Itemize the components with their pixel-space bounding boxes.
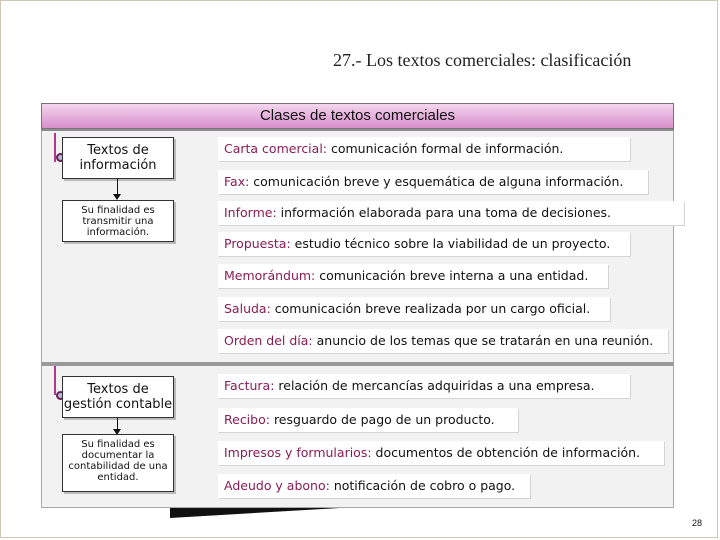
item-description: comunicación formal de información. bbox=[327, 141, 564, 156]
arrow-line bbox=[117, 179, 118, 195]
item-description: comunicación breve realizada por un cargo oficial. bbox=[270, 301, 591, 316]
list-item bbox=[218, 264, 608, 288]
list-item bbox=[218, 201, 684, 225]
decorative-wedge bbox=[170, 508, 340, 518]
list-item bbox=[218, 170, 648, 194]
slide-title: 27.- Los textos comerciales: clasificación bbox=[333, 50, 632, 70]
item-term: Memorándum: bbox=[224, 268, 316, 283]
list-item bbox=[218, 408, 518, 432]
item-description: documentos de obtención de información. bbox=[371, 445, 641, 460]
item-description: información elaborada para una toma de decisiones. bbox=[276, 205, 611, 220]
item-term: Carta comercial: bbox=[224, 141, 328, 156]
item-term: Saluda: bbox=[224, 301, 271, 316]
item-term: Adeudo y abono: bbox=[224, 478, 330, 493]
group-heading: Textos de información bbox=[79, 143, 157, 173]
item-description: anuncio de los temas que se tratarán en una reunión. bbox=[312, 333, 654, 348]
group-note-box bbox=[62, 200, 174, 242]
item-term: Orden del día: bbox=[224, 333, 313, 348]
group-divider bbox=[41, 362, 674, 366]
group-note: Su finalidad es transmitir una información. bbox=[81, 205, 155, 238]
item-description: comunicación breve y esquemática de alguna información. bbox=[249, 174, 624, 189]
group-note: Su finalidad es documentar la contabilidad de una entidad. bbox=[68, 439, 168, 483]
page-number: 28 bbox=[692, 518, 703, 528]
item-description: notificación de cobro o pago. bbox=[329, 478, 516, 493]
group-heading-box bbox=[62, 137, 174, 179]
item-term: Impresos y formularios: bbox=[224, 445, 372, 460]
list-item bbox=[218, 474, 530, 498]
list-item bbox=[218, 297, 610, 321]
item-term: Propuesta: bbox=[224, 236, 291, 251]
group-heading-box bbox=[62, 376, 174, 418]
item-term: Factura: bbox=[224, 378, 275, 393]
item-description: estudio técnico sobre la viabilidad de un proyecto. bbox=[290, 236, 611, 251]
list-item bbox=[218, 374, 630, 398]
bracket-line bbox=[54, 366, 56, 395]
group-note-box bbox=[62, 434, 174, 492]
item-description: resguardo de pago de un producto. bbox=[269, 412, 495, 427]
item-term: Informe: bbox=[224, 205, 277, 220]
item-term: Fax: bbox=[224, 174, 250, 189]
list-item bbox=[218, 137, 630, 161]
list-item bbox=[218, 329, 668, 353]
item-description: comunicación breve interna a una entidad. bbox=[315, 268, 589, 283]
list-item bbox=[218, 232, 630, 256]
banner-title: Clases de textos comerciales bbox=[41, 103, 674, 129]
group-heading: Textos de gestión contable bbox=[63, 382, 173, 412]
item-term: Recibo: bbox=[224, 412, 270, 427]
item-description: relación de mercancías adquiridas a una empresa. bbox=[274, 378, 595, 393]
list-item bbox=[218, 441, 664, 465]
